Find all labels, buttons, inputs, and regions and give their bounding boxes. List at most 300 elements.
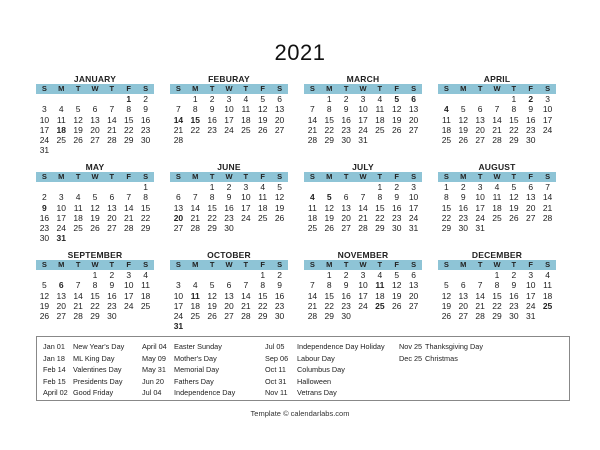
- holiday-name: Vetrans Day: [297, 388, 337, 398]
- day-cell: 12: [391, 104, 402, 115]
- day-cell: 20: [274, 114, 285, 125]
- day-cell: 26: [391, 124, 402, 135]
- day-cell: 11: [442, 114, 451, 125]
- day-cell: 6: [176, 192, 181, 203]
- day-cell: 21: [307, 124, 318, 135]
- holiday-name: Thanksgiving Day: [425, 342, 483, 351]
- weekday-label: W: [359, 172, 367, 181]
- day-cell: 22: [207, 212, 217, 223]
- weekday-label: S: [411, 260, 417, 269]
- month-name: JANUARY: [73, 74, 117, 84]
- day-cell: 24: [525, 300, 536, 311]
- day-cell: 27: [90, 135, 100, 146]
- day-cell: 8: [326, 280, 332, 291]
- weekday-label: W: [493, 84, 501, 93]
- holiday-date: Jul 04: [142, 388, 162, 398]
- day-cell: 1: [209, 182, 215, 192]
- weekday-label: S: [277, 84, 283, 93]
- day-cell: 21: [107, 124, 117, 135]
- day-cell: 8: [143, 192, 148, 203]
- day-cell: 17: [358, 114, 368, 125]
- weekday-label: T: [511, 84, 517, 93]
- holiday-item: [399, 353, 483, 365]
- day-cell: 24: [224, 124, 234, 135]
- day-cell: 14: [307, 290, 318, 301]
- empty-cell: [438, 270, 455, 280]
- weekday-label: F: [528, 172, 533, 181]
- weekday-label: S: [443, 172, 449, 181]
- holiday-date: May 09: [142, 353, 166, 363]
- day-cell: 6: [92, 104, 98, 115]
- day-cell: 23: [224, 212, 234, 223]
- day-cell: 13: [525, 192, 536, 203]
- weekday-label: T: [109, 260, 115, 269]
- day-cell: 3: [176, 280, 181, 291]
- day-cell: 21: [542, 202, 553, 213]
- day-cell: 28: [307, 135, 318, 146]
- month-december: [438, 250, 556, 321]
- holiday-name: Columbus Day: [297, 365, 345, 375]
- empty-cell: [187, 270, 204, 280]
- day-cell: 18: [542, 290, 553, 301]
- day-cell: 15: [441, 202, 452, 213]
- day-cell: 12: [207, 290, 217, 301]
- weekday-label: S: [411, 84, 417, 93]
- weekday-header: [438, 260, 556, 270]
- month-may: [36, 162, 154, 244]
- day-cell: 1: [192, 94, 198, 104]
- weekday-label: T: [343, 172, 349, 181]
- weekday-label: T: [209, 260, 215, 269]
- day-cell: 26: [509, 212, 519, 223]
- day-cell: 7: [192, 192, 198, 203]
- month-name: AUGUST: [478, 162, 516, 172]
- holiday-item: [265, 387, 385, 399]
- day-cell: 30: [39, 233, 50, 244]
- day-cell: 14: [475, 290, 485, 301]
- month-june: [170, 162, 288, 233]
- empty-cell: [304, 94, 321, 104]
- day-cell: 13: [274, 104, 285, 115]
- day-cell: 14: [190, 202, 200, 213]
- day-cell: 25: [492, 212, 502, 223]
- empty-cell: [204, 270, 221, 280]
- empty-cell: [70, 182, 87, 192]
- day-cell: 15: [123, 114, 134, 125]
- day-cell: 17: [123, 290, 134, 301]
- empty-cell: [338, 182, 355, 192]
- day-cell: 7: [310, 104, 315, 115]
- day-cell: 22: [324, 124, 334, 135]
- day-cell: 14: [73, 290, 83, 301]
- day-cell: 19: [73, 124, 83, 135]
- day-grid: [170, 94, 288, 145]
- day-cell: 19: [257, 114, 268, 125]
- weekday-label: F: [528, 84, 533, 93]
- day-cell: 18: [140, 290, 151, 301]
- day-cell: 27: [173, 223, 184, 234]
- day-cell: 4: [310, 192, 315, 203]
- day-cell: 26: [458, 135, 468, 146]
- day-cell: 4: [243, 94, 249, 104]
- weekday-label: T: [511, 260, 517, 269]
- day-cell: 31: [408, 223, 419, 234]
- holiday-name: Fathers Day: [174, 376, 214, 386]
- holiday-date: Oct 31: [265, 376, 287, 386]
- day-cell: 15: [257, 290, 268, 301]
- weekday-label: T: [377, 84, 383, 93]
- holiday-date: Nov 11: [265, 388, 288, 398]
- day-cell: 22: [492, 300, 502, 311]
- day-cell: 16: [107, 290, 117, 301]
- day-cell: 8: [209, 192, 215, 203]
- weekday-label: S: [443, 84, 449, 93]
- weekday-label: F: [394, 84, 399, 93]
- day-cell: 25: [542, 300, 553, 311]
- day-cell: 2: [511, 270, 517, 280]
- holiday-item: [43, 387, 124, 399]
- day-cell: 29: [441, 223, 452, 234]
- day-cell: 16: [525, 114, 536, 125]
- day-cell: 26: [441, 311, 452, 322]
- day-grid: [304, 270, 422, 321]
- empty-cell: [120, 182, 137, 192]
- holiday-column-4: [399, 341, 483, 364]
- holiday-name: Easter Sunday: [174, 342, 222, 351]
- empty-cell: [70, 94, 87, 104]
- day-cell: 2: [109, 270, 115, 280]
- day-cell: 2: [528, 94, 534, 104]
- day-cell: 26: [274, 212, 285, 223]
- day-cell: 20: [525, 202, 536, 213]
- weekday-label: M: [326, 172, 333, 181]
- empty-cell: [321, 182, 338, 192]
- weekday-label: F: [260, 260, 265, 269]
- day-cell: 21: [358, 212, 368, 223]
- day-cell: 14: [107, 114, 117, 125]
- day-cell: 11: [190, 290, 200, 301]
- day-cell: 25: [56, 135, 66, 146]
- day-cell: 5: [75, 104, 81, 115]
- day-cell: 11: [375, 104, 385, 115]
- day-cell: 22: [324, 300, 334, 311]
- day-cell: 27: [408, 300, 419, 311]
- day-cell: 25: [307, 223, 318, 234]
- day-cell: 22: [375, 212, 385, 223]
- day-cell: 18: [73, 212, 83, 223]
- day-cell: 30: [140, 135, 151, 146]
- day-cell: 16: [207, 114, 217, 125]
- weekday-label: F: [260, 84, 265, 93]
- day-grid: [438, 270, 556, 321]
- weekday-label: T: [209, 172, 215, 181]
- day-cell: 23: [140, 124, 151, 135]
- day-cell: 9: [343, 280, 349, 291]
- day-cell: 12: [391, 280, 402, 291]
- day-cell: 23: [341, 300, 351, 311]
- month-name: NOVEMBER: [337, 250, 389, 260]
- day-cell: 18: [241, 114, 251, 125]
- day-grid: [438, 182, 556, 233]
- weekday-label: W: [225, 260, 233, 269]
- day-cell: 3: [545, 94, 550, 104]
- weekday-label: F: [126, 172, 131, 181]
- day-cell: 26: [90, 223, 100, 234]
- month-july: [304, 162, 422, 233]
- day-cell: 27: [341, 223, 351, 234]
- day-cell: 20: [458, 300, 468, 311]
- month-name: DECEMBER: [471, 250, 523, 260]
- day-cell: 8: [494, 280, 500, 291]
- day-cell: 10: [56, 202, 66, 213]
- empty-cell: [187, 182, 204, 192]
- empty-cell: [53, 182, 70, 192]
- day-cell: 27: [525, 212, 536, 223]
- day-cell: 18: [257, 202, 268, 213]
- empty-cell: [103, 94, 120, 104]
- weekday-label: W: [91, 172, 99, 181]
- holiday-column-2: [142, 341, 235, 399]
- month-august: [438, 162, 556, 233]
- day-cell: 28: [123, 223, 134, 234]
- holiday-item: [43, 353, 124, 365]
- day-cell: 4: [545, 270, 550, 280]
- day-cell: 14: [241, 290, 251, 301]
- weekday-label: M: [460, 84, 467, 93]
- day-cell: 16: [224, 202, 234, 213]
- weekday-label: M: [460, 260, 467, 269]
- weekday-label: T: [75, 260, 81, 269]
- day-cell: 12: [441, 290, 452, 301]
- day-cell: 7: [310, 280, 315, 291]
- holiday-name: Halloween: [297, 376, 332, 386]
- day-cell: 11: [73, 202, 83, 213]
- day-cell: 9: [394, 192, 400, 203]
- day-cell: 22: [257, 300, 268, 311]
- day-cell: 3: [126, 270, 132, 280]
- day-cell: 21: [241, 300, 251, 311]
- day-cell: 19: [509, 202, 519, 213]
- day-cell: 3: [243, 182, 249, 192]
- day-cell: 29: [123, 135, 134, 146]
- day-cell: 12: [458, 114, 468, 125]
- day-cell: 6: [109, 192, 115, 203]
- empty-cell: [36, 94, 53, 104]
- empty-cell: [53, 94, 70, 104]
- empty-cell: [489, 94, 506, 104]
- day-cell: 9: [511, 280, 517, 291]
- empty-cell: [53, 270, 70, 280]
- weekday-label: T: [343, 260, 349, 269]
- weekday-label: T: [377, 260, 383, 269]
- day-cell: 10: [475, 192, 485, 203]
- day-cell: 10: [173, 290, 184, 301]
- holiday-item: [43, 364, 124, 376]
- holiday-name: Independence Day: [174, 388, 236, 398]
- day-cell: 5: [511, 182, 517, 192]
- day-cell: 23: [39, 223, 50, 234]
- day-grid: [304, 182, 422, 233]
- weekday-label: F: [126, 84, 131, 93]
- day-cell: 20: [173, 212, 184, 223]
- day-cell: 12: [274, 192, 285, 203]
- holiday-name: Good Friday: [73, 388, 114, 398]
- day-cell: 14: [542, 192, 553, 203]
- day-cell: 13: [408, 280, 419, 291]
- day-cell: 31: [56, 233, 66, 244]
- day-cell: 10: [525, 280, 536, 291]
- day-cell: 3: [477, 182, 483, 192]
- month-september: [36, 250, 154, 321]
- day-grid: [170, 270, 288, 332]
- weekday-label: F: [394, 260, 399, 269]
- empty-cell: [455, 94, 472, 104]
- day-cell: 23: [391, 212, 402, 223]
- day-cell: 11: [543, 280, 552, 291]
- day-cell: 14: [492, 114, 502, 125]
- day-cell: 8: [92, 280, 98, 291]
- day-cell: 9: [226, 192, 232, 203]
- holiday-item: [142, 387, 235, 399]
- empty-cell: [36, 182, 53, 192]
- day-cell: 3: [226, 94, 232, 104]
- day-cell: 13: [173, 202, 184, 213]
- day-cell: 28: [475, 311, 485, 322]
- day-cell: 11: [375, 280, 385, 291]
- day-cell: 22: [441, 212, 452, 223]
- weekday-header: [438, 172, 556, 182]
- holiday-date: Jun 20: [142, 376, 164, 386]
- day-cell: 16: [458, 202, 468, 213]
- day-cell: 5: [260, 94, 266, 104]
- day-cell: 13: [224, 290, 234, 301]
- empty-cell: [355, 182, 372, 192]
- day-cell: 16: [274, 290, 285, 301]
- weekday-label: S: [175, 172, 181, 181]
- day-cell: 15: [375, 202, 385, 213]
- day-cell: 4: [192, 280, 198, 291]
- day-cell: 1: [260, 270, 266, 280]
- weekday-label: F: [126, 260, 131, 269]
- day-cell: 16: [39, 212, 50, 223]
- day-cell: 22: [509, 124, 519, 135]
- day-cell: 6: [277, 94, 282, 104]
- day-cell: 23: [509, 300, 519, 311]
- holiday-date: Jan 18: [43, 353, 65, 363]
- weekday-label: T: [109, 172, 115, 181]
- day-cell: 15: [509, 114, 519, 125]
- day-cell: 30: [525, 135, 536, 146]
- day-cell: 29: [509, 135, 519, 146]
- holiday-date: Dec 25: [399, 353, 423, 363]
- day-cell: 24: [358, 124, 368, 135]
- day-cell: 23: [207, 124, 217, 135]
- day-cell: 17: [173, 300, 184, 311]
- weekday-label: S: [41, 260, 47, 269]
- day-cell: 27: [408, 124, 419, 135]
- holiday-name: Presidents Day: [73, 376, 123, 386]
- day-cell: 8: [326, 104, 332, 115]
- day-cell: 2: [460, 182, 466, 192]
- day-cell: 30: [391, 223, 402, 234]
- month-march: [304, 74, 422, 145]
- weekday-header: [170, 260, 288, 270]
- day-cell: 8: [192, 104, 198, 115]
- day-cell: 29: [207, 223, 217, 234]
- weekday-label: S: [411, 172, 417, 181]
- day-cell: 31: [39, 145, 50, 156]
- day-cell: 4: [58, 104, 64, 115]
- day-cell: 7: [545, 182, 550, 192]
- day-grid: [36, 94, 154, 156]
- day-cell: 4: [444, 104, 449, 115]
- day-cell: 7: [360, 192, 366, 203]
- day-cell: 9: [277, 280, 282, 291]
- month-name: JULY: [352, 162, 374, 172]
- day-cell: 29: [375, 223, 385, 234]
- day-cell: 8: [511, 104, 517, 115]
- day-cell: 17: [224, 114, 234, 125]
- weekday-label: T: [243, 260, 249, 269]
- holiday-name: Valentines Day: [73, 365, 122, 375]
- holiday-column-1: [43, 341, 124, 399]
- day-cell: 29: [90, 311, 100, 322]
- day-cell: 19: [391, 114, 402, 125]
- month-name: MAY: [85, 162, 105, 172]
- weekday-label: W: [493, 260, 501, 269]
- day-cell: 15: [207, 202, 217, 213]
- day-cell: 20: [408, 114, 419, 125]
- day-cell: 13: [107, 202, 117, 213]
- day-cell: 21: [492, 124, 502, 135]
- day-cell: 31: [475, 223, 485, 234]
- day-cell: 16: [509, 290, 519, 301]
- day-cell: 6: [411, 94, 416, 104]
- weekday-label: S: [309, 172, 315, 181]
- day-cell: 6: [460, 280, 466, 291]
- day-cell: 4: [75, 192, 81, 203]
- day-cell: 31: [173, 321, 184, 332]
- weekday-header: [304, 172, 422, 182]
- weekday-label: F: [528, 260, 533, 269]
- empty-cell: [237, 270, 254, 280]
- day-cell: 24: [39, 135, 50, 146]
- weekday-label: W: [91, 84, 99, 93]
- day-cell: 3: [58, 192, 64, 203]
- day-cell: 14: [173, 114, 184, 125]
- empty-cell: [455, 270, 472, 280]
- weekday-label: W: [91, 260, 99, 269]
- day-cell: 16: [140, 114, 151, 125]
- day-cell: 19: [441, 300, 452, 311]
- day-cell: 7: [109, 104, 115, 115]
- day-cell: 26: [257, 124, 268, 135]
- holiday-item: [142, 364, 235, 376]
- day-cell: 2: [226, 182, 232, 192]
- holiday-name: Christmas: [425, 353, 458, 363]
- day-cell: 19: [458, 124, 468, 135]
- day-cell: 21: [123, 212, 134, 223]
- day-cell: 7: [243, 280, 249, 291]
- day-cell: 26: [391, 300, 402, 311]
- day-cell: 3: [42, 104, 47, 115]
- day-cell: 17: [525, 290, 536, 301]
- holiday-date: Oct 11: [265, 365, 286, 375]
- day-cell: 15: [190, 114, 200, 125]
- holiday-name: ML King Day: [73, 353, 115, 363]
- day-cell: 15: [140, 202, 151, 213]
- day-cell: 4: [377, 270, 383, 280]
